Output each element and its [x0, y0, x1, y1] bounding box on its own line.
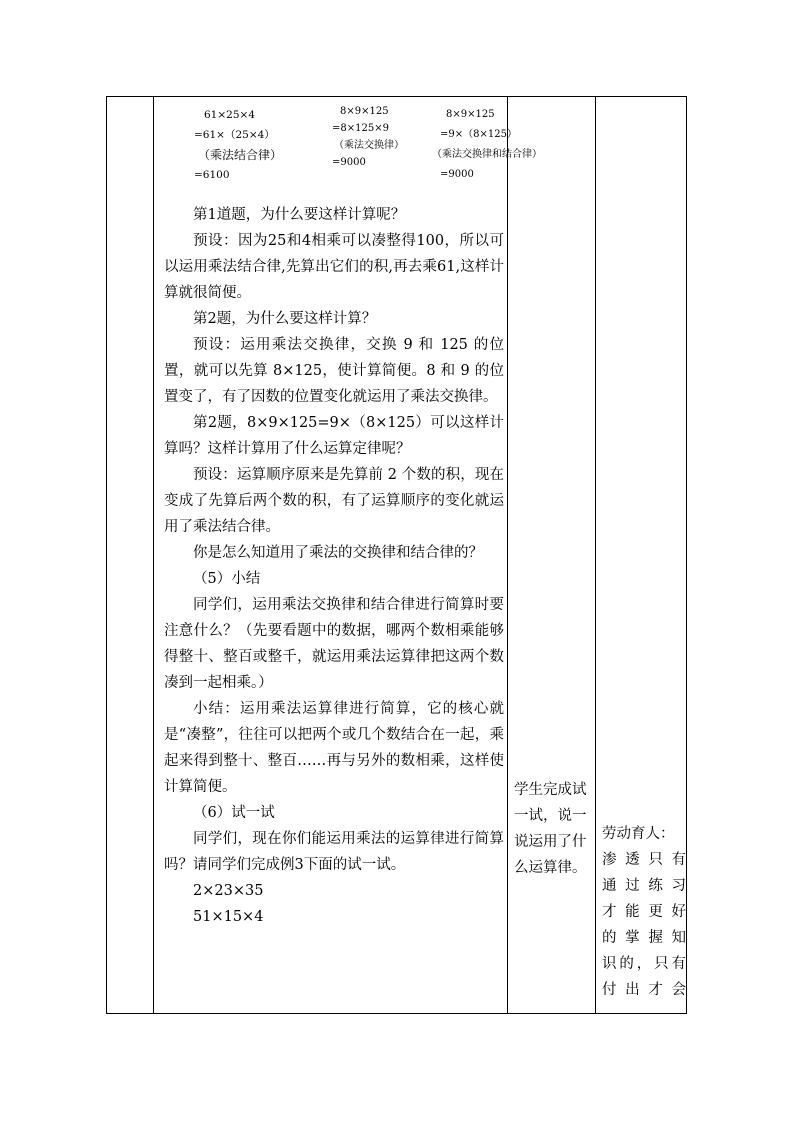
paragraph: 预设：因为25和4相乘可以凑整得100，所以可以运用乘法结合律,先算出它们的积,再去乘61,这样计算就很简便。: [164, 233, 504, 301]
paragraph: 同学们，现在你们能运用乘法的运算律进行简算吗？请同学们完成例3下面的试一试。: [164, 831, 504, 873]
paragraph: 小结：运用乘法运算律进行简算，它的核心就是“凑整”，往往可以把两个或几个数结合在一起，乘起来得到整十、整百……再与另外的数相乘，这样使计算简便。: [164, 701, 504, 795]
example-1: [194, 105, 282, 185]
example-line: =8×125×9: [332, 123, 389, 134]
example-line: =9×（8×125）: [440, 129, 517, 140]
example-line: （乘法交换律和结合律）: [432, 149, 542, 160]
lesson-table: [106, 96, 687, 1014]
paragraph: 同学们，运用乘法交换律和结合律进行简算时要注意什么？（先要看题中的数据，哪两个数相乘能够得整十、整百或整千，就运用乘法运算律把这两个数凑到一起相乘。）: [164, 597, 504, 691]
paragraph: 预设：运用乘法交换律，交换 9 和 125 的位置，就可以先算 8×125，使计算简便。8 和 9 的位置变了，有了因数的位置变化就运用了乘法交换律。: [164, 337, 504, 405]
exercise-item: 51×15×4: [193, 909, 264, 925]
example-2: [332, 103, 404, 171]
paragraph: 你是怎么知道用了乘法的交换律和结合律的？: [193, 545, 483, 561]
lesson-body-text: [164, 202, 504, 930]
paragraph: 预设：运算顺序原来是先算前 2 个数的积，现在变成了先算后两个数的积，有了运算顺序的变化就运用了乘法结合律。: [164, 467, 504, 535]
example-line: =9000: [440, 169, 474, 180]
text-line: 渗透只有: [602, 852, 686, 868]
design-intent-column: [596, 97, 688, 1013]
paragraph: 第2题，为什么要这样计算？: [193, 311, 377, 327]
teaching-process-column: [154, 97, 542, 1013]
example-line: =6100: [194, 169, 230, 181]
example-line: =61×（25×4）: [194, 129, 275, 141]
example-line: =9000: [332, 157, 366, 168]
student-activity-column: [508, 97, 595, 1013]
text-line: 才能更好: [602, 904, 686, 920]
paragraph: 第1道题，为什么要这样计算呢？: [193, 207, 406, 223]
section-heading: （6）试一试: [193, 805, 275, 821]
paragraph: 第2题，8×9×125=9×（8×125）可以这样计算吗？这样计算用了什么运算定律呢？: [164, 415, 504, 457]
example-line: （乘法结合律）: [198, 148, 283, 162]
example-line: 61×25×4: [204, 109, 255, 121]
section-heading: （5）小结: [193, 571, 261, 587]
text-line: 的掌握知: [602, 930, 686, 946]
text-line: 识的，只有: [602, 956, 686, 972]
example-line: 8×9×125: [446, 109, 495, 120]
exercise-item: 2×23×35: [193, 883, 264, 899]
example-line: 8×9×125: [340, 106, 389, 117]
text-line: 劳动育人：: [602, 826, 675, 842]
moral-education-text: [602, 821, 686, 1003]
example-line: （乘法交换律）: [334, 140, 404, 151]
student-activity-text: 学生完成试一试，说一说运用了什么运算律。: [514, 782, 587, 876]
text-line: 通过练习: [602, 878, 686, 894]
text-line: 付出才会: [602, 982, 686, 998]
